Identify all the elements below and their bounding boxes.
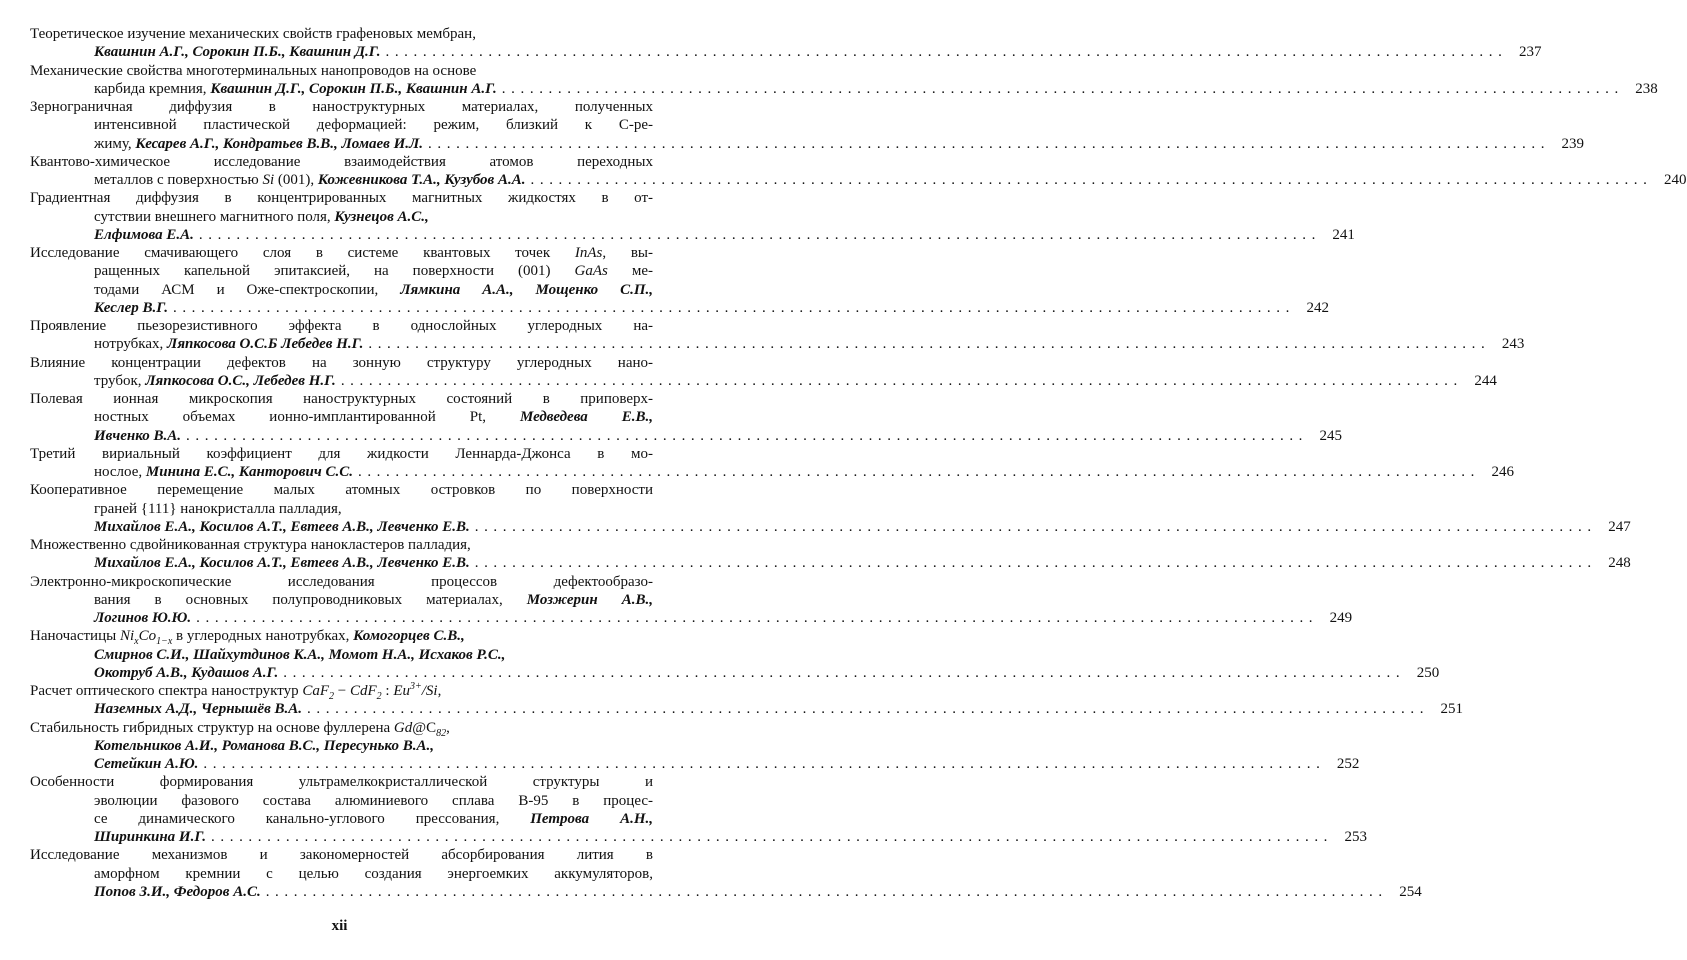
dot-leader: ........................................................................................................................ (196, 610, 1319, 626)
entry-line (30, 865, 653, 883)
entry-last-line (30, 609, 1353, 627)
title-text: карбида кремния, (94, 80, 211, 97)
title-text: тодами АСМ и Оже-спектроскопии, (94, 281, 401, 298)
authors-text: Кесарев А.Г., Кондратьев В.В., Ломаев И.Л. (135, 135, 424, 152)
authors-text: Смирнов С.И., Шайхутдинов К.А., Момот Н.А., Исхаков Р.С., (94, 646, 506, 663)
title-text: Eu (393, 683, 410, 699)
page-number: 237 (1518, 44, 1542, 61)
entry-last-line (30, 171, 1687, 189)
title-text: в углеродных нанотрубках, (172, 628, 354, 645)
entry-last-line (30, 664, 1440, 682)
entry-last-line (30, 518, 1631, 536)
authors-text: Ляпкосова О.С.Б Лебедев Н.Г. (167, 336, 364, 353)
authors-text: Окотруб А.В., Кудашов А.Г. (94, 664, 279, 681)
title-text: Расчет оптического спектра наноструктур (30, 683, 303, 699)
title-text: Особенности формирования ультрамелкокристаллической структуры и (30, 774, 653, 791)
entry-line (30, 317, 653, 335)
toc-entry[interactable] (30, 244, 1329, 317)
entry-last-line (30, 427, 1343, 445)
table-of-contents (30, 25, 1687, 901)
title-text: , (446, 719, 450, 736)
toc-entry[interactable] (30, 719, 1360, 774)
page-number: 253 (1344, 829, 1368, 845)
entry-last-line (30, 700, 1464, 718)
toc-entry[interactable] (30, 773, 1368, 846)
entry-line (30, 682, 653, 700)
title-text: Квантово-химическое исследование взаимодействия атомов переходных (30, 153, 653, 170)
dot-leader: ........................................................................................................................ (357, 464, 1480, 480)
entry-line (30, 792, 653, 810)
dot-leader: ........................................................................................................................ (283, 664, 1406, 681)
authors-text: Кеслер В.Г. (94, 299, 168, 316)
title-text: Третий вириальный коэффициент для жидкости Леннарда-Джонса в мо- (30, 445, 653, 462)
page-number: 247 (1608, 518, 1631, 535)
title-text: се динамического канально-углового прессования, (94, 810, 531, 827)
dot-leader: ........................................................................................................................ (198, 226, 1321, 243)
entry-last-line (30, 755, 1360, 773)
title-text: Стабильность гибридных структур на основе фуллерена (30, 719, 394, 736)
title-text: Ni (119, 628, 135, 645)
toc-entry[interactable] (30, 390, 1343, 445)
toc-entry[interactable] (30, 573, 1353, 628)
title-text: 3+ (409, 681, 422, 692)
toc-entry[interactable] (30, 98, 1585, 153)
title-text: граней {111} нанокристалла палладия, (94, 500, 342, 517)
entry-line (30, 116, 653, 134)
page-number: 242 (1306, 299, 1329, 316)
title-text: эволюции фазового состава алюминиевого сплава В-95 в процес- (94, 792, 653, 809)
authors-text: Мозжерин А.В., (526, 591, 653, 608)
entry-line (30, 281, 653, 299)
title-text: 2 (329, 691, 334, 702)
page-number: 240 (1664, 172, 1687, 188)
title-text: Наночастицы (30, 628, 120, 645)
entry-line (30, 408, 653, 426)
toc-entry[interactable] (30, 354, 1497, 391)
dot-leader: ........................................................................................................................ (307, 701, 1430, 718)
entry-line (30, 189, 653, 207)
dot-leader: ........................................................................................................................ (428, 135, 1551, 152)
dot-leader: ........................................................................................................................ (385, 44, 1508, 61)
toc-entry[interactable] (30, 846, 1422, 901)
entry-line (30, 445, 653, 463)
title-text: Исследование смачивающего слоя в системе квантовых точек (30, 245, 575, 261)
entry-line (30, 98, 653, 116)
entry-last-line (30, 463, 1514, 481)
toc-entry[interactable] (30, 62, 1658, 99)
authors-text: Кожевникова Т.А., Кузубов А.А. (317, 172, 526, 188)
dot-leader: ........................................................................................................................ (501, 80, 1624, 97)
title-text: 2 (376, 691, 382, 702)
authors-text: Михайлов Е.А., Косилов А.Т., Евтеев А.В., Левченко Е.В. (94, 555, 470, 572)
entry-line (30, 627, 653, 648)
dot-leader: ........................................................................................................................ (474, 555, 1597, 572)
authors-text: Наземных А.Д., Чернышёв В.А. (94, 701, 303, 718)
title-text: Влияние концентрации дефектов на зонную структуру углеродных нано- (30, 354, 653, 371)
title-text: вания в основных полупроводниковых материалах, (94, 591, 527, 608)
title-text: Градиентная диффузия в концентрированных магнитных жидкостях в от- (30, 190, 653, 207)
entry-line (30, 536, 653, 554)
dot-leader: ........................................................................................................................ (368, 336, 1491, 353)
title-text: ращенных капельной эпитаксией, на поверхности (001) (94, 263, 575, 280)
entry-line (30, 244, 653, 262)
authors-text: Минина Е.С., Канторович С.С. (145, 464, 353, 480)
entry-line (30, 773, 653, 791)
title-text: Полевая ионная микроскопия наноструктурных состояний в приповерх- (30, 391, 653, 407)
title-text: Множественно сдвойникованная структура нанокластеров палладия, (30, 537, 471, 553)
title-text: Co (138, 628, 157, 645)
title-text: металлов с поверхностью (94, 172, 263, 188)
title-text: Проявление пьезорезистивного эффекта в однослойных углеродных на- (30, 318, 653, 334)
title-text: : (381, 683, 394, 699)
toc-entry[interactable] (30, 189, 1355, 244)
title-text: аморфном кремнии с целью создания энергоемких аккумуляторов, (94, 865, 653, 882)
title-text: (001), (274, 172, 318, 188)
authors-text: Михайлов Е.А., Косилов А.Т., Евтеев А.В., Левченко Е.В. (94, 518, 470, 535)
entry-last-line (30, 883, 1422, 901)
title-text: , (437, 683, 442, 699)
entry-last-line (30, 554, 1631, 572)
entry-line (30, 846, 653, 864)
dot-leader: ........................................................................................................................ (172, 299, 1295, 316)
title-text: жиму, (94, 135, 136, 152)
entry-line (30, 390, 653, 408)
entry-last-line (30, 299, 1329, 317)
entry-line (30, 591, 653, 609)
entry-last-line (30, 43, 1542, 61)
toc-entry[interactable] (30, 627, 1440, 682)
authors-text: Ляпкосова О.С., Лебедев Н.Г. (145, 372, 336, 389)
page-number: 244 (1474, 372, 1497, 389)
toc-entry[interactable] (30, 25, 1542, 62)
dot-leader: ........................................................................................................................ (186, 427, 1309, 444)
title-text: 82 (436, 727, 447, 739)
dot-leader: ........................................................................................................................ (474, 518, 1597, 535)
title-text: нослое, (94, 464, 146, 480)
title-text: CaF (302, 683, 329, 699)
entry-line (30, 500, 653, 518)
title-text: Si (262, 172, 275, 188)
entry-line (30, 573, 653, 591)
title-text: Кооперативное перемещение малых атомных островков по поверхности (30, 482, 653, 499)
page-number: 246 (1491, 464, 1514, 480)
title-text: − (334, 683, 350, 699)
entry-last-line (30, 135, 1585, 153)
title-text: ме- (607, 263, 653, 280)
entry-last-line (30, 335, 1525, 353)
authors-text: Ивченко В.А. (94, 427, 182, 444)
dot-leader: ........................................................................................................................ (211, 829, 1334, 845)
title-text: интенсивной пластической деформацией: режим, близкий к C-ре- (94, 117, 653, 134)
authors-text: Сетейкин А.Ю. (94, 756, 199, 772)
dot-leader: ........................................................................................................................ (203, 756, 1326, 772)
entry-line (30, 810, 653, 828)
authors-text: Ширинкина И.Г. (94, 829, 207, 845)
title-text: Gd (393, 719, 413, 736)
title-text: @C (412, 719, 437, 736)
title-text: сутствии внешнего магнитного поля, (94, 208, 335, 225)
toc-entry[interactable] (30, 445, 1514, 482)
toc-entry[interactable] (30, 681, 1464, 719)
entry-line (30, 719, 653, 737)
page-number: 248 (1608, 555, 1631, 572)
title-text: x (134, 636, 139, 648)
page-number-footer: xii (331, 918, 348, 934)
authors-text: Лямкина А.А., Мощенко С.П., (400, 281, 653, 298)
entry-last-line (30, 372, 1497, 390)
authors-text: Комогорцев С.В., (353, 628, 465, 645)
page-number: 245 (1319, 427, 1343, 444)
entry-last-line (30, 80, 1658, 98)
toc-entry[interactable] (30, 153, 1687, 190)
title-text: трубок, (94, 372, 146, 389)
authors-text: Кузнецов А.С., (334, 208, 429, 225)
authors-text: Котельников А.И., Романова В.С., Пересунько В.А., (94, 737, 434, 754)
entry-line (30, 354, 653, 372)
entry-line (30, 25, 653, 43)
title-text: ностных объемах ионно-имплантированной Pt, (94, 409, 520, 426)
page-number: 249 (1329, 610, 1353, 626)
entry-line (30, 62, 653, 80)
dot-leader: ........................................................................................................................ (265, 883, 1388, 900)
entry-last-line (30, 828, 1368, 846)
entry-line (30, 153, 653, 171)
title-text: /Si (421, 683, 438, 699)
dot-leader: ........................................................................................................................ (340, 372, 1463, 389)
entry-line (30, 262, 653, 280)
authors-text: Попов З.И., Федоров А.С. (94, 883, 261, 900)
title-text: Исследование механизмов и закономерностей абсорбирования лития в (30, 847, 653, 864)
toc-entry[interactable] (30, 536, 1631, 573)
authors-text: Квашнин Д.Г., Сорокин П.Б., Квашнин А.Г. (210, 80, 497, 97)
title-text: InAs (574, 245, 603, 261)
title-text: , вы- (602, 245, 653, 261)
page-number: 254 (1399, 883, 1422, 900)
title-text: 1−x (156, 636, 173, 648)
authors-text: Логинов Ю.Ю. (94, 610, 192, 626)
authors-text: Медведева Е.В., (519, 409, 653, 426)
page-number: 250 (1416, 664, 1440, 681)
authors-text: Квашнин А.Г., Сорокин П.Б., Квашнин Д.Г. (94, 44, 381, 61)
toc-entry[interactable] (30, 481, 1631, 536)
authors-text: Петрова А.Н., (530, 810, 653, 827)
page-number: 243 (1501, 336, 1525, 353)
entry-line (30, 737, 653, 755)
title-text: Теоретическое изучение механических свойств графеновых мембран, (30, 26, 476, 42)
page-number: 251 (1440, 701, 1464, 718)
page-number: 239 (1561, 135, 1585, 152)
page-number: 241 (1332, 226, 1355, 243)
page-number: 252 (1336, 756, 1360, 772)
entry-line (30, 481, 653, 499)
title-text: GaAs (574, 263, 608, 280)
title-text: нотрубках, (94, 336, 168, 353)
title-text: Электронно-микроскопические исследования процессов дефектообразо- (30, 573, 653, 590)
page-number: 238 (1635, 80, 1658, 97)
entry-line (30, 646, 653, 664)
entry-line (30, 208, 653, 226)
title-text: Зернограничная диффузия в наноструктурных материалах, полученных (30, 99, 653, 115)
entry-last-line (30, 226, 1355, 244)
title-text: Механические свойства многотерминальных нанопроводов на основе (30, 62, 477, 79)
dot-leader: ........................................................................................................................ (530, 172, 1653, 188)
authors-text: Елфимова Е.А. (94, 226, 194, 243)
title-text: CdF (349, 683, 377, 699)
toc-entry[interactable] (30, 317, 1525, 354)
